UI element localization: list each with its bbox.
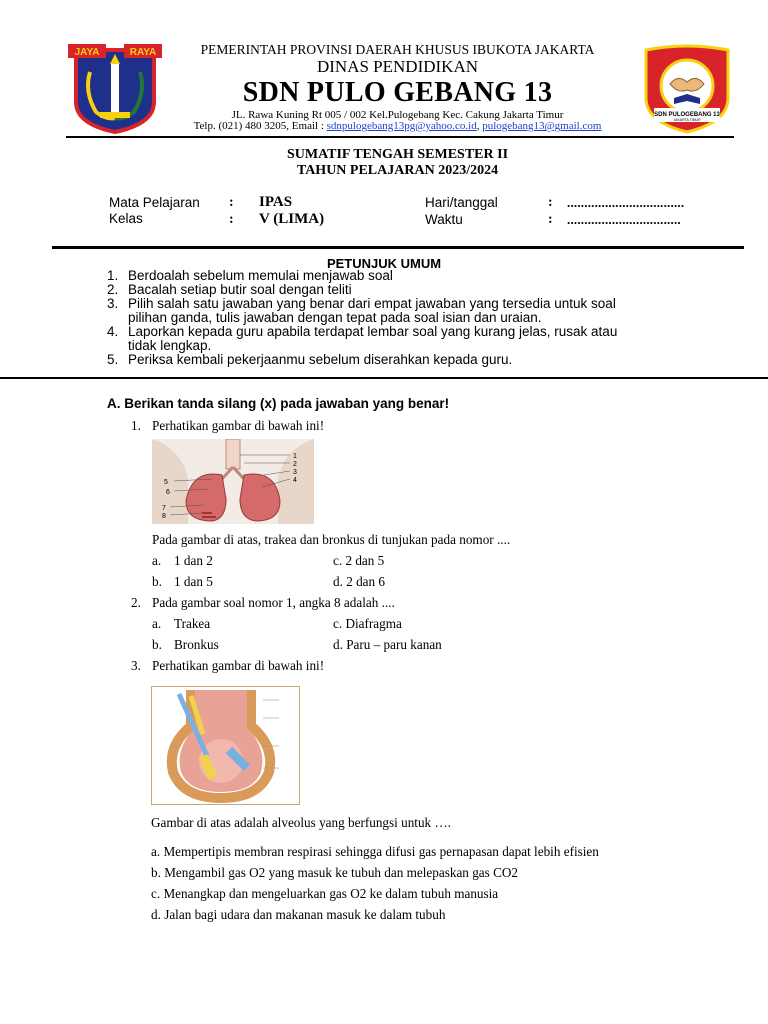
instruction-number: 1. <box>107 268 119 283</box>
question-prompt: Pada gambar di atas, trakea dan bronkus di tunjukan pada nomor .... <box>152 532 511 547</box>
contact-phone: Telp. (021) 480 3205, Email : <box>193 120 327 132</box>
subject-value: IPAS <box>259 194 293 210</box>
class-label: Kelas <box>109 211 143 226</box>
section-a-heading: A. Berikan tanda silang (x) pada jawaban yang benar! <box>107 396 450 411</box>
question-prompt: Gambar di atas adalah alveolus yang berfungsi untuk …. <box>151 815 451 830</box>
school-logo-caption: SDN PULOGEBANG 13 <box>654 112 720 118</box>
option-b-letter[interactable]: b. <box>152 574 162 589</box>
question-text: Perhatikan gambar di bawah ini! <box>152 658 325 673</box>
logo-text-right: RAYA <box>129 47 157 58</box>
option-c[interactable]: c. Diafragma <box>333 616 402 631</box>
alveolus-image <box>151 686 300 805</box>
school-logo-subcaption: JAKARTA TIMUR <box>673 118 701 122</box>
figure-label: 6 <box>166 489 170 496</box>
instructions-title: PETUNJUK UMUM <box>326 256 442 271</box>
email-link-yahoo[interactable]: sdnpulogebang13pg@yahoo.co.id <box>326 120 477 132</box>
option-a-text[interactable]: 1 dan 2 <box>174 553 213 568</box>
option-d[interactable]: d. Paru – paru kanan <box>333 637 442 652</box>
instruction-item <box>0 353 768 367</box>
question-number: 3. <box>131 658 141 673</box>
option-a-text[interactable]: Trakea <box>174 616 211 631</box>
figure-label: 8 <box>162 513 166 520</box>
question-text: Pada gambar soal nomor 1, angka 8 adalah .... <box>152 595 395 610</box>
instructions-divider <box>0 377 768 379</box>
class-colon: : <box>229 212 234 227</box>
instruction-number: 2. <box>107 282 119 297</box>
instruction-text-cont: tidak lengkap. <box>128 338 212 353</box>
logo-text-left: JAYA <box>74 47 100 58</box>
exam-title: SUMATIF TENGAH SEMESTER II <box>286 147 509 162</box>
option-b-letter[interactable]: b. <box>152 637 162 652</box>
department-title: DINAS PENDIDIKAN <box>316 57 479 76</box>
time-label: Waktu <box>425 212 463 227</box>
school-name: SDN PULO GEBANG 13 <box>242 77 553 108</box>
figure-label: 1 <box>293 453 297 460</box>
option-b-text[interactable]: 1 dan 5 <box>174 574 213 589</box>
instruction-text: Pilih salah satu jawaban yang benar dari empat jawaban yang tersedia untuk soal <box>128 296 616 311</box>
subject-colon: : <box>229 195 234 210</box>
email-link-gmail[interactable]: pulogebang13@gmail.com <box>482 120 602 132</box>
header-divider <box>66 136 734 138</box>
instruction-item <box>0 269 768 283</box>
class-value: V (LIMA) <box>259 211 325 227</box>
day-colon: : <box>548 195 553 210</box>
option-d[interactable]: d. 2 dan 6 <box>333 574 386 589</box>
instruction-item <box>0 283 768 297</box>
instruction-number: 3. <box>107 296 119 311</box>
school-address: JL. Rawa Kuning Rt 005 / 002 Kel.Pulogebang Kec. Cakung Jakarta Timur <box>231 109 564 121</box>
question-text: Perhatikan gambar di bawah ini! <box>152 418 325 433</box>
figure-label: 5 <box>164 479 168 486</box>
instruction-text: Berdoalah sebelum memulai menjawab soal <box>128 268 393 283</box>
question-number: 1. <box>131 418 141 433</box>
option-b[interactable]: b. Mengambil gas O2 yang masuk ke tubuh dan melepaskan gas CO2 <box>151 865 518 880</box>
question-number: 2. <box>131 595 141 610</box>
figure-label: 2 <box>293 461 297 468</box>
time-blank: ................................. <box>567 212 681 227</box>
option-a-letter[interactable]: a. <box>152 553 162 568</box>
option-a[interactable]: a. Mempertipis membran respirasi sehingga difusi gas pernapasan dapat lebih efisien <box>151 844 599 859</box>
instruction-item <box>0 297 768 325</box>
option-a-letter[interactable]: a. <box>152 616 162 631</box>
day-label: Hari/tanggal <box>425 195 498 210</box>
exam-year: TAHUN PELAJARAN 2023/2024 <box>296 163 499 178</box>
figure-label: 4 <box>293 477 297 484</box>
option-d[interactable]: d. Jalan bagi udara dan makanan masuk ke dalam tubuh <box>151 907 446 922</box>
option-b-text[interactable]: Bronkus <box>174 637 219 652</box>
respiratory-system-image <box>152 439 314 524</box>
instruction-text: Laporkan kepada guru apabila terdapat lembar soal yang kurang jelas, rusak atau <box>128 324 618 339</box>
instruction-number: 5. <box>107 352 119 367</box>
instruction-text: Periksa kembali pekerjaanmu sebelum diserahkan kepada guru. <box>128 352 513 367</box>
option-c[interactable]: c. Menangkap dan mengeluarkan gas O2 ke dalam tubuh manusia <box>151 886 499 901</box>
school-logo <box>640 44 734 134</box>
school-contact <box>150 120 645 132</box>
instruction-item <box>0 325 768 353</box>
instruction-number: 4. <box>107 324 119 339</box>
subject-label: Mata Pelajaran <box>109 195 200 210</box>
instruction-text: Bacalah setiap butir soal dengan teliti <box>128 282 352 297</box>
instruction-text-cont: pilihan ganda, tulis jawaban dengan tepat pada soal isian dan uraian. <box>128 310 542 325</box>
time-colon: : <box>548 212 553 227</box>
government-title: PEMERINTAH PROVINSI DAERAH KHUSUS IBUKOTA JAKARTA <box>200 42 595 57</box>
info-divider <box>52 246 744 249</box>
figure-label: 7 <box>162 505 166 512</box>
day-blank: .................................. <box>567 195 685 210</box>
option-c[interactable]: c. 2 dan 5 <box>333 553 385 568</box>
figure-label: 3 <box>293 469 297 476</box>
email-separator: , <box>476 120 483 132</box>
